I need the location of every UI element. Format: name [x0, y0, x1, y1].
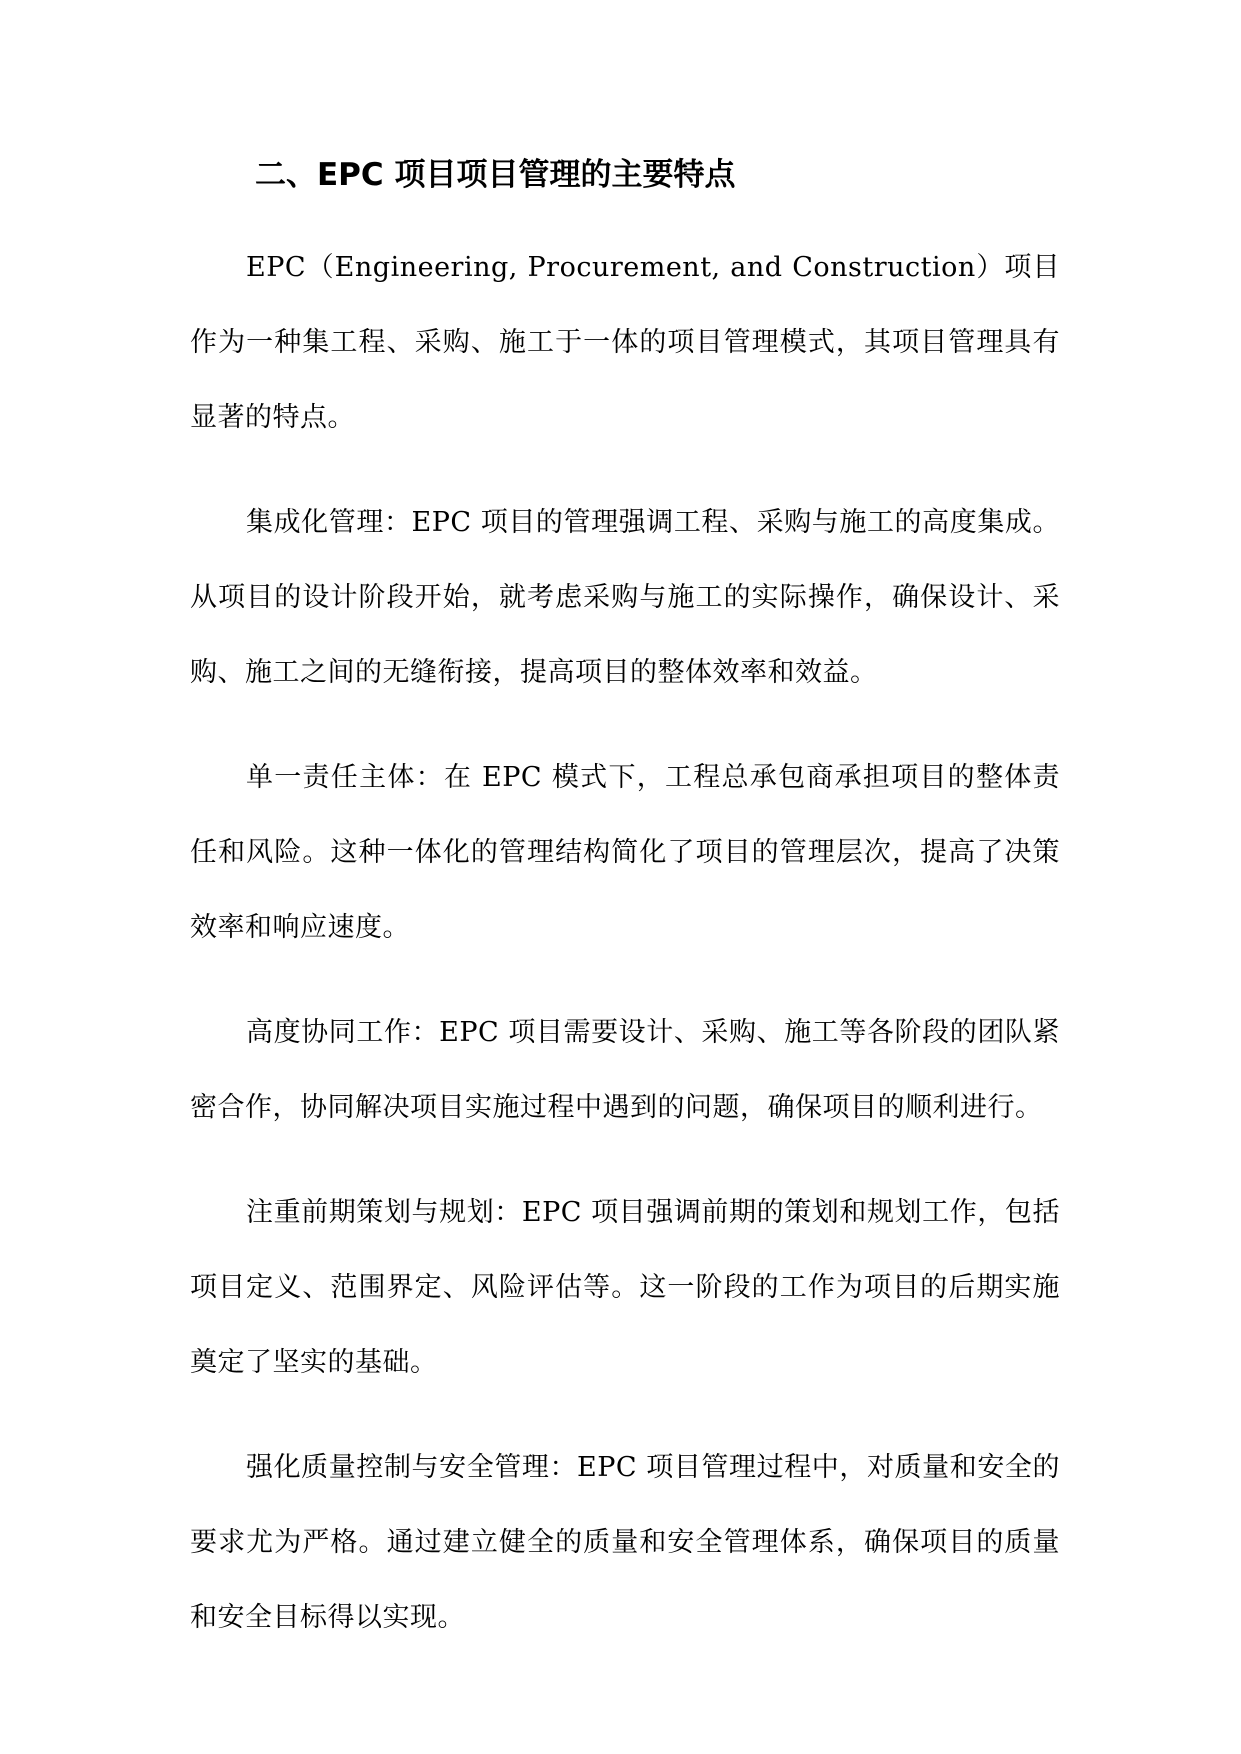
paragraph-quality-safety: 强化质量控制与安全管理：EPC 项目管理过程中，对质量和安全的要求尤为严格。通过建立健全的质量和安全管理体系，确保项目的质量和安全目标得以实现。 [190, 1452, 1060, 1633]
body-text [190, 230, 1060, 1685]
section-heading: 二、EPC 项目项目管理的主要特点 [255, 157, 736, 193]
paragraph-early-planning: 注重前期策划与规划：EPC 项目强调前期的策划和规划工作，包括项目定义、范围界定、风险评估等。这一阶段的工作为项目的后期实施奠定了坚实的基础。 [190, 1197, 1060, 1378]
paragraph-intro: EPC（Engineering, Procurement, and Construction）项目作为一种集工程、采购、施工于一体的项目管理模式，其项目管理具有显著的特点。 [190, 252, 1060, 433]
paragraph-integrated-management: 集成化管理：EPC 项目的管理强调工程、采购与施工的高度集成。从项目的设计阶段开始，就考虑采购与施工的实际操作，确保设计、采购、施工之间的无缝衔接，提高项目的整体效率和效益。 [190, 507, 1060, 688]
paragraph-collaboration: 高度协同工作：EPC 项目需要设计、采购、施工等各阶段的团队紧密合作，协同解决项目实施过程中遇到的问题，确保项目的顺利进行。 [190, 1017, 1060, 1123]
paragraph-single-responsibility: 单一责任主体：在 EPC 模式下，工程总承包商承担项目的整体责任和风险。这种一体化的管理结构简化了项目的管理层次，提高了决策效率和响应速度。 [190, 762, 1060, 943]
